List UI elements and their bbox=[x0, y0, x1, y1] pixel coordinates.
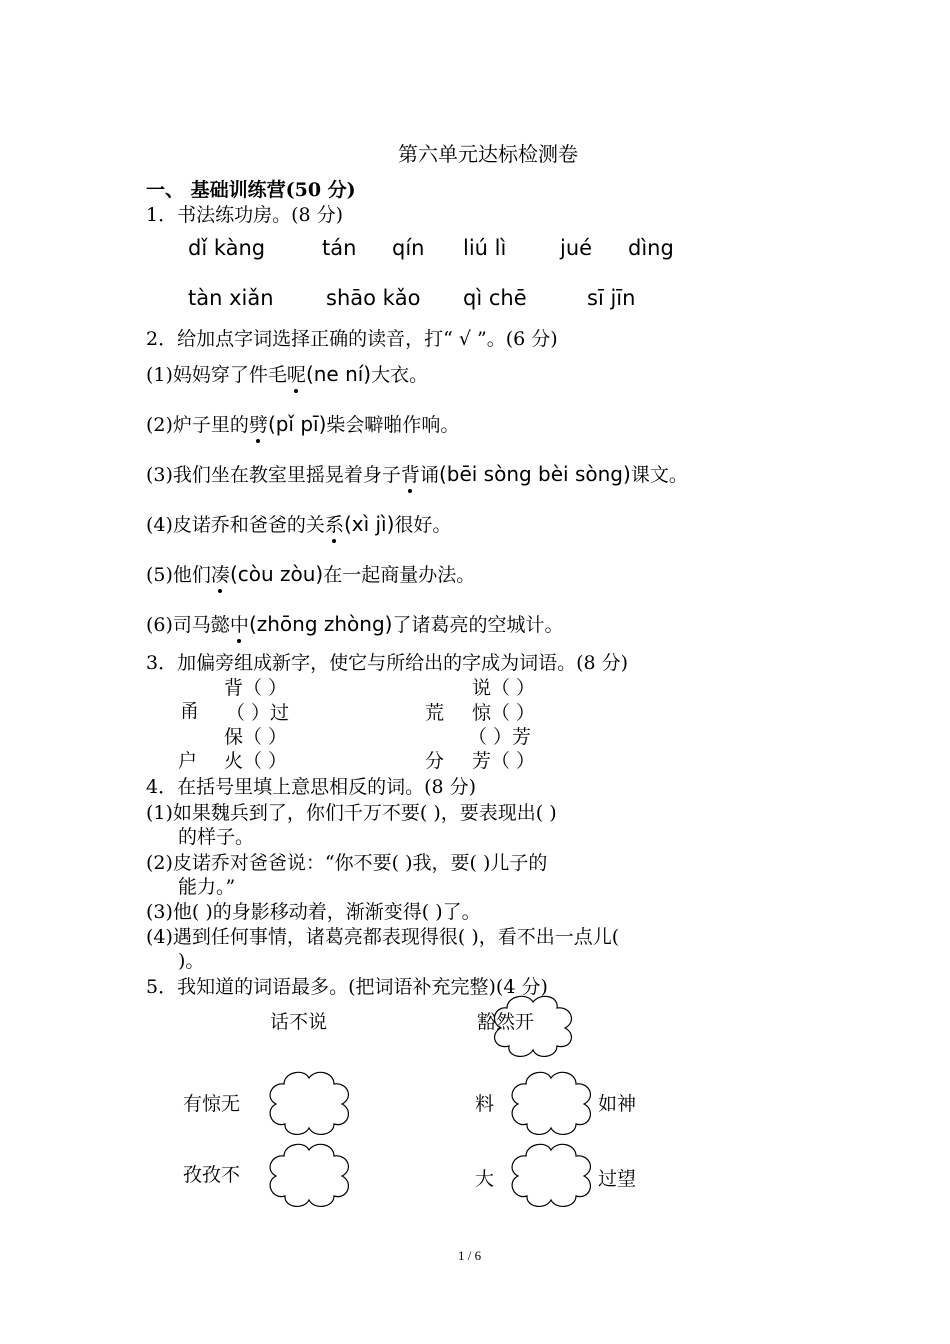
idiom-text: 孜孜不 bbox=[183, 1164, 241, 1186]
dotted-char: 中 bbox=[230, 610, 249, 637]
dotted-char: 凑 bbox=[211, 560, 230, 587]
question-4-line: 的样子。 bbox=[178, 826, 255, 848]
pinyin-options: (zhōng zhòng) bbox=[248, 612, 393, 636]
pinyin-item: tán bbox=[322, 236, 357, 260]
fill-blank: （ ）芳 bbox=[468, 726, 532, 748]
question-2-item bbox=[146, 510, 451, 537]
pinyin-item: jué bbox=[560, 236, 593, 260]
fill-blank: 惊（ ） bbox=[472, 702, 536, 724]
item-text: 柴会噼啪作响。 bbox=[326, 414, 460, 436]
pinyin-item: sī jīn bbox=[587, 286, 636, 310]
question-1-heading: 1．书法练功房。(8 分) bbox=[146, 204, 344, 226]
item-text: (6)司马懿 bbox=[146, 614, 230, 636]
item-text: 在一起商量办法。 bbox=[323, 564, 476, 586]
pinyin-item: dìng bbox=[628, 236, 674, 260]
question-2-item bbox=[146, 610, 563, 637]
fill-blank: 背（ ） bbox=[224, 677, 288, 699]
idiom-text: 有惊无 bbox=[183, 1093, 241, 1115]
question-4-line: 能力。” bbox=[178, 876, 236, 898]
pinyin-options: (ne ní) bbox=[305, 362, 372, 386]
pinyin-item: shāo kǎo bbox=[326, 286, 421, 310]
question-3-heading: 3．加偏旁组成新字，使它与所给出的字成为词语。(8 分) bbox=[146, 652, 629, 674]
section-heading: 一、 基础训练营(50 分) bbox=[146, 179, 356, 201]
fill-blank: （ ）过 bbox=[226, 702, 290, 724]
item-text: (5)他们 bbox=[146, 564, 211, 586]
idiom-text: 话不说 bbox=[270, 1011, 328, 1033]
cloud-blank-icon bbox=[262, 1140, 356, 1210]
question-2-item bbox=[146, 560, 475, 587]
dotted-char: 背 bbox=[401, 460, 420, 487]
pinyin-item: dǐ kàng bbox=[188, 236, 266, 260]
idiom-text: 大 bbox=[475, 1168, 495, 1190]
dotted-char: 系 bbox=[325, 510, 344, 537]
radical-char: 户 bbox=[178, 750, 198, 772]
idiom-text: 料 bbox=[475, 1093, 495, 1115]
question-4-line: )。 bbox=[178, 950, 205, 972]
pinyin-item: tàn xiǎn bbox=[188, 286, 274, 310]
radical-char: 甬 bbox=[180, 700, 200, 722]
pinyin-options: (xì jì) bbox=[343, 512, 395, 536]
cloud-blank-icon bbox=[262, 1068, 356, 1138]
idiom-text: 豁然开 bbox=[477, 1011, 535, 1033]
question-2-item bbox=[146, 360, 428, 387]
item-text: 很好。 bbox=[394, 514, 452, 536]
question-2-item bbox=[146, 460, 688, 487]
item-text: 诵 bbox=[419, 464, 439, 486]
idiom-text: 过望 bbox=[598, 1168, 637, 1190]
pinyin-options: (còu zòu) bbox=[229, 562, 324, 586]
fill-blank: 芳（ ） bbox=[472, 750, 536, 772]
page-number: 1 / 6 bbox=[458, 1248, 482, 1263]
radical-char: 分 bbox=[425, 750, 445, 772]
dotted-char: 呢 bbox=[287, 360, 306, 387]
item-text: 了诸葛亮的空城计。 bbox=[392, 614, 564, 636]
radical-char: 荒 bbox=[425, 702, 445, 724]
question-4-line: (2)皮诺乔对爸爸说：“你不要( )我，要( )儿子的 bbox=[146, 852, 548, 874]
item-text: (4)皮诺乔和爸爸的关 bbox=[146, 514, 325, 536]
question-2-heading: 2．给加点字词选择正确的读音，打“ √ ”。(6 分) bbox=[146, 328, 558, 350]
pinyin-options: (pǐ pī) bbox=[267, 412, 327, 436]
question-4-line: (3)他( )的身影移动着，渐渐变得( )了。 bbox=[146, 901, 481, 923]
pinyin-options: (bēi sòng bèi sòng) bbox=[438, 462, 631, 486]
question-4-line: (4)遇到任何事情，诸葛亮都表现得很( )，看不出一点儿( bbox=[146, 926, 620, 948]
idiom-text: 如神 bbox=[598, 1093, 637, 1115]
question-2-item bbox=[146, 410, 459, 437]
dotted-char: 劈 bbox=[249, 410, 268, 437]
page-title: 第六单元达标检测卷 bbox=[398, 142, 578, 166]
item-text: (3)我们坐在教室里摇晃着身子 bbox=[146, 464, 401, 486]
fill-blank: 火（ ） bbox=[224, 750, 288, 772]
question-4-line: (1)如果魏兵到了，你们千万不要( )，要表现出( ) bbox=[146, 802, 557, 824]
item-text: (1)妈妈穿了件毛 bbox=[146, 364, 287, 386]
fill-blank: 保（ ） bbox=[224, 726, 288, 748]
fill-blank: 说（ ） bbox=[472, 677, 536, 699]
item-text: 课文。 bbox=[630, 464, 688, 486]
pinyin-item: qì chē bbox=[463, 286, 527, 310]
pinyin-item: qín bbox=[392, 236, 425, 260]
item-text: 大衣。 bbox=[371, 364, 429, 386]
cloud-blank-icon bbox=[504, 1068, 598, 1138]
item-text: (2)炉子里的 bbox=[146, 414, 249, 436]
question-5-heading: 5．我知道的词语最多。(把词语补充完整)(4 分) bbox=[146, 976, 548, 998]
pinyin-item: liú lì bbox=[463, 236, 507, 260]
cloud-blank-icon bbox=[504, 1140, 598, 1210]
question-4-heading: 4．在括号里填上意思相反的词。(8 分) bbox=[146, 776, 477, 798]
